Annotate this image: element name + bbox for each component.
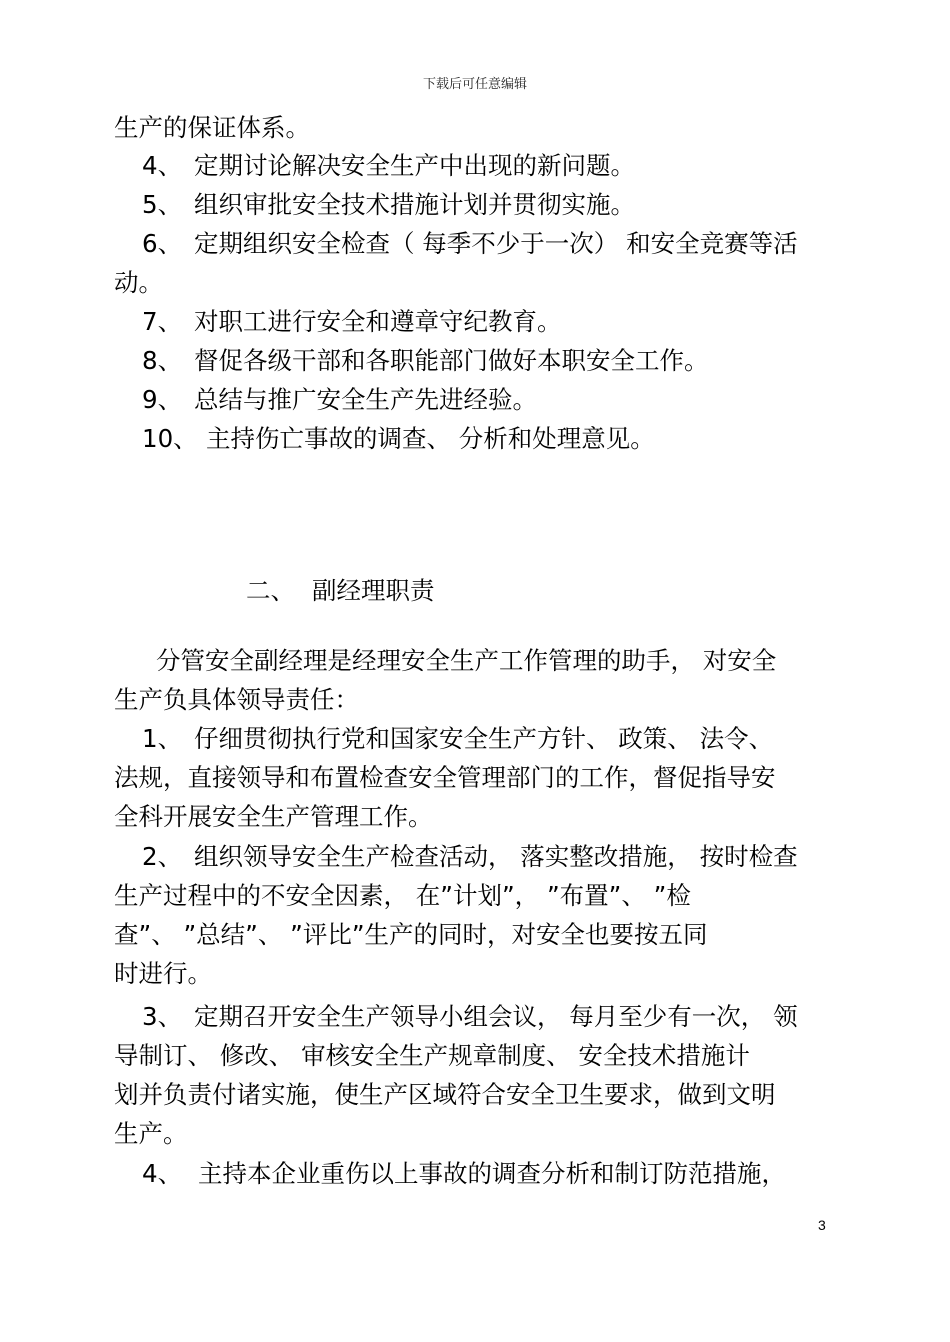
list-item [142,384,862,416]
text-line: 生产。 [114,1119,188,1148]
text-line: 导制订、 修改、 审核安全生产规章制度、 安全技术措施计 [114,1041,750,1070]
list-number: 4、 [142,1159,183,1188]
list-text: 组织审批安全技术措施计划并贯彻实施。 [194,190,635,219]
list-item [142,306,862,338]
list-number: 7、 [142,307,183,336]
text-line: 法规，直接领导和布置检查安全管理部门的工作，督促指导安 [114,763,776,792]
list-item [142,228,834,260]
intro-line: 分管安全副经理是经理安全生产工作管理的助手， 对安全 [156,646,777,675]
text-line: 动。 [114,268,163,297]
list-item [142,423,862,455]
section-title: 副经理职责 [312,576,435,605]
page-header: 下载后可任意编辑 [422,77,527,92]
section-number: 二、 [246,576,295,605]
intro-line: 生产负具体领导责任： [114,685,359,714]
text-line: 生产的保证体系。 [114,113,310,142]
text-line: 查”、 ”总结”、 ”评比”生产的同时，对安全也要按五同 [114,920,708,949]
list-item [142,345,862,377]
list-item [142,1001,834,1033]
list-number: 9、 [142,385,183,414]
page-number: 3 [818,1217,826,1233]
list-number: 6、 [142,229,183,258]
list-number: 3、 [142,1002,183,1031]
list-text: 定期讨论解决安全生产中出现的新问题。 [194,151,635,180]
list-number: 4、 [142,151,183,180]
list-item [142,841,834,873]
text-line: 生产过程中的不安全因素， 在”计划”， ”布置”、 ”检 [114,881,691,910]
list-item [142,723,834,755]
list-text: 定期召开安全生产领导小组会议， 每月至少有一次， 领 [194,1002,798,1031]
list-number: 1、 [142,724,183,753]
section-heading [246,575,950,607]
list-item [142,150,862,182]
text-line: 划并负责付诸实施，使生产区域符合安全卫生要求，做到文明 [114,1080,776,1109]
text-line: 时进行。 [114,959,212,988]
list-text: 督促各级干部和各职能部门做好本职安全工作。 [194,346,709,375]
list-item [142,1158,834,1190]
list-number: 5、 [142,190,183,219]
list-text: 总结与推广安全生产先进经验。 [194,385,537,414]
list-item [142,189,862,221]
list-text: 仔细贯彻执行党和国家安全生产方针、 政策、 法令、 [194,724,774,753]
list-text: 对职工进行安全和遵章守纪教育。 [194,307,562,336]
list-text: 组织领导安全生产检查活动， 落实整改措施， 按时检查 [194,842,798,871]
list-text: 主持本企业重伤以上事故的调查分析和制订防范措施， [198,1159,786,1188]
text-line: 全科开展安全生产管理工作。 [114,802,433,831]
list-number: 8、 [142,346,183,375]
list-number: 10、 [142,424,198,453]
list-text: 主持伤亡事故的调查、 分析和处理意见。 [206,424,655,453]
list-number: 2、 [142,842,183,871]
list-text: 定期组织安全检查（ 每季不少于一次） 和安全竞赛等活 [194,229,798,258]
